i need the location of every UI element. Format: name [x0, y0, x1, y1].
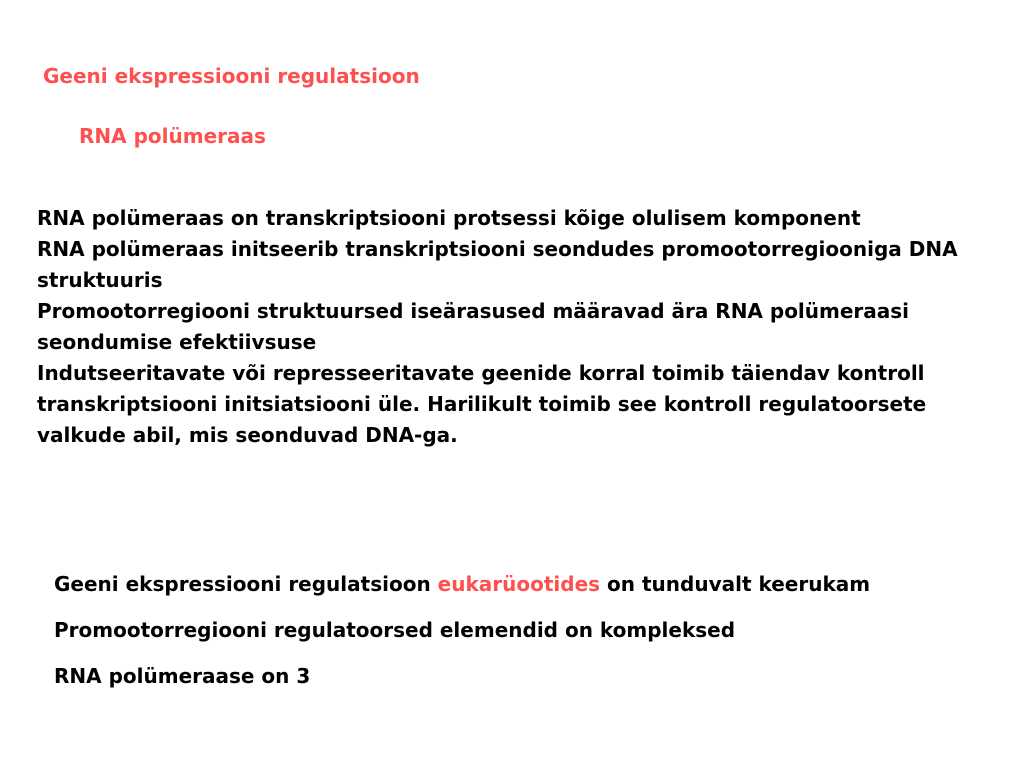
- summary-item: Promootorregiooni regulatoorsed elemendid on kompleksed: [54, 618, 736, 642]
- summary-block: [54, 569, 914, 707]
- main-text-block: [37, 203, 987, 451]
- slide-title: Geeni ekspressiooni regulatsioon: [43, 64, 420, 88]
- slide-subtitle: RNA polümeraas: [79, 124, 266, 148]
- summary-item-text: Geeni ekspressiooni regulatsioon: [54, 572, 431, 596]
- paragraph: Indutseeritavate või represseeritavate geenide korral toimib täiendav kontroll transkriptsiooni initsiatsiooni üle. Harilikult toimib see kontroll regulatoorsete valkude abil, mis seonduvad DNA-ga.: [37, 361, 927, 447]
- paragraph: Promootorregiooni struktuursed iseärasused määravad ära RNA polümeraasi seondumise efektiivsuse: [37, 299, 910, 354]
- summary-item-text: on tunduvalt keerukam: [607, 572, 871, 596]
- paragraph: RNA polümeraas on transkriptsiooni protsessi kõige olulisem komponent: [37, 206, 861, 230]
- summary-item: [54, 569, 914, 600]
- paragraph: RNA polümeraas initseerib transkriptsiooni seondudes promootorregiooniga DNA struktuuris: [37, 237, 958, 292]
- summary-item: RNA polümeraase on 3: [54, 664, 311, 688]
- highlight-eukaryotes: eukarüootides: [437, 572, 601, 596]
